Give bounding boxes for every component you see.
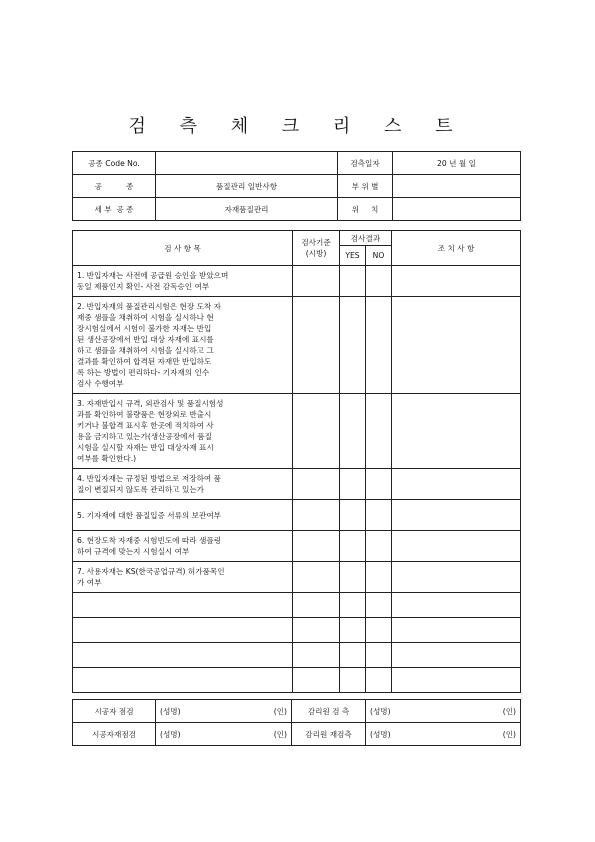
checklist-item-text: 4. 반입자재는 규정된 방법으로 저장하여 품 질이 변질되지 않도록 관리하고 있는가 — [73, 469, 293, 500]
location-field[interactable] — [393, 198, 521, 221]
name-field[interactable]: (성명) — [366, 723, 431, 746]
no-cell[interactable] — [366, 297, 392, 394]
action-cell[interactable] — [392, 531, 521, 562]
no-cell[interactable] — [366, 266, 392, 297]
table-row — [73, 469, 521, 500]
seal-field[interactable]: (인) — [431, 723, 521, 746]
header-row — [73, 175, 521, 198]
inspection-date-field[interactable]: 20 년 월 일 — [393, 152, 521, 175]
checklist-item-text: 2. 반입자재의 품질관리시험은 현장 도착 자 재중 샘플을 채취하여 시험을 실시하나 현 장시험실에서 시험이 불가한 자재는 반입 된 생산공장에서 반입 대상 자재에 표시를 하고 샘플을 채취하여 시험을 실시하고 그 결과를 확인하여 합격된 자재만 반입하도 록 하는 방법이 편리하다- 기자재의 인수 검사 수행여부 — [73, 297, 293, 394]
action-cell[interactable] — [392, 668, 521, 693]
col-header-action: 조 치 사 항 — [392, 231, 521, 266]
checklist-item-text[interactable] — [73, 643, 293, 668]
yes-cell[interactable] — [340, 643, 366, 668]
standard-cell[interactable] — [293, 469, 340, 500]
page-title: 검 측 체 크 리 스 트 — [128, 116, 467, 137]
checklist-item-text[interactable] — [73, 668, 293, 693]
table-row — [73, 297, 521, 394]
signature-row — [73, 723, 521, 746]
table-row — [73, 562, 521, 593]
table-row — [73, 643, 521, 668]
header-table — [72, 151, 521, 221]
no-cell[interactable] — [366, 643, 392, 668]
table-row — [73, 394, 521, 469]
yes-cell[interactable] — [340, 562, 366, 593]
no-cell[interactable] — [366, 531, 392, 562]
no-cell[interactable] — [366, 618, 392, 643]
standard-cell[interactable] — [293, 562, 340, 593]
part-label: 부 위 별 — [338, 175, 393, 198]
table-row — [73, 593, 521, 618]
code-value-field[interactable] — [156, 152, 338, 175]
name-field[interactable]: (성명) — [366, 700, 431, 723]
col-header-result: 검사결과 — [340, 231, 392, 246]
header-row — [73, 152, 521, 175]
action-cell[interactable] — [392, 266, 521, 297]
col-header-no: NO — [366, 246, 392, 266]
action-cell[interactable] — [392, 618, 521, 643]
standard-cell[interactable] — [293, 531, 340, 562]
standard-cell[interactable] — [293, 297, 340, 394]
no-cell[interactable] — [366, 469, 392, 500]
name-field[interactable]: (성명) — [156, 700, 228, 723]
table-row — [73, 500, 521, 531]
sub-work-type-label: 세 부 공 종 — [73, 198, 156, 221]
supervisor-check-label: 감리원 검 측 — [292, 700, 366, 723]
yes-cell[interactable] — [340, 469, 366, 500]
no-cell[interactable] — [366, 593, 392, 618]
checklist-item-text: 6. 현장도착 자재중 시험빈도에 따라 샘플링 하여 규격에 맞는지 시험실시 여부 — [73, 531, 293, 562]
location-label: 위 치 — [338, 198, 393, 221]
checklist-item-text: 7. 사용자재는 KS(한국공업규격) 허가품목인 가 여부 — [73, 562, 293, 593]
seal-field[interactable]: (인) — [228, 700, 292, 723]
yes-cell[interactable] — [340, 593, 366, 618]
col-header-yes: YES — [340, 246, 366, 266]
yes-cell[interactable] — [340, 618, 366, 643]
checklist-item-text: 1. 반입자재는 사전에 공급원 승인을 받았으며 동일 제품인지 확인- 사전 감독승인 여부 — [73, 266, 293, 297]
standard-cell[interactable] — [293, 618, 340, 643]
header-row — [73, 198, 521, 221]
work-type-value[interactable]: 품질관리 일반사항 — [156, 175, 338, 198]
no-cell[interactable] — [366, 394, 392, 469]
supervisor-recheck-label: 감리원 재검측 — [292, 723, 366, 746]
contractor-check-label: 시공자 점검 — [73, 700, 156, 723]
signature-table — [72, 699, 521, 746]
table-row — [73, 531, 521, 562]
col-header-item: 검 사 항 목 — [73, 231, 293, 266]
checklist-item-text[interactable] — [73, 593, 293, 618]
action-cell[interactable] — [392, 297, 521, 394]
yes-cell[interactable] — [340, 500, 366, 531]
yes-cell[interactable] — [340, 266, 366, 297]
yes-cell[interactable] — [340, 394, 366, 469]
inspection-date-label: 검측일자 — [338, 152, 393, 175]
action-cell[interactable] — [392, 593, 521, 618]
seal-field[interactable]: (인) — [431, 700, 521, 723]
standard-cell[interactable] — [293, 266, 340, 297]
yes-cell[interactable] — [340, 531, 366, 562]
work-type-label: 공 종 — [73, 175, 156, 198]
contractor-recheck-label: 시공자재점검 — [73, 723, 156, 746]
no-cell[interactable] — [366, 668, 392, 693]
name-field[interactable]: (성명) — [156, 723, 228, 746]
no-cell[interactable] — [366, 562, 392, 593]
seal-field[interactable]: (인) — [228, 723, 292, 746]
table-row — [73, 266, 521, 297]
action-cell[interactable] — [392, 500, 521, 531]
standard-cell[interactable] — [293, 500, 340, 531]
part-field[interactable] — [393, 175, 521, 198]
yes-cell[interactable] — [340, 297, 366, 394]
action-cell[interactable] — [392, 643, 521, 668]
checklist-table — [72, 230, 521, 693]
checklist-item-text: 3. 자재반입시 규격, 외관검사 및 품질시험성 과를 확인하여 불량품은 현장외로 반출시 키거나 불합격 표시후 한곳에 적치하여 사 용을 금지하고 있는가(생산공장에서 품질 시험을 실시할 자재는 반입 대상자재 표시 여부를 확인한다.) — [73, 394, 293, 469]
table-row — [73, 668, 521, 693]
action-cell[interactable] — [392, 469, 521, 500]
col-header-standard: 검사기준 (시방) — [293, 231, 340, 266]
checklist-item-text[interactable] — [73, 618, 293, 643]
yes-cell[interactable] — [340, 668, 366, 693]
table-row — [73, 618, 521, 643]
no-cell[interactable] — [366, 500, 392, 531]
action-cell[interactable] — [392, 394, 521, 469]
checklist-item-text: 5. 기자재에 대한 품질입증 서류의 보관여부 — [73, 500, 293, 531]
sub-work-type-value[interactable]: 자재품질관리 — [156, 198, 338, 221]
standard-cell[interactable] — [293, 668, 340, 693]
action-cell[interactable] — [392, 562, 521, 593]
standard-cell[interactable] — [293, 643, 340, 668]
standard-cell[interactable] — [293, 593, 340, 618]
code-label: 공종 Code No. — [73, 152, 156, 175]
signature-row — [73, 700, 521, 723]
standard-cell[interactable] — [293, 394, 340, 469]
